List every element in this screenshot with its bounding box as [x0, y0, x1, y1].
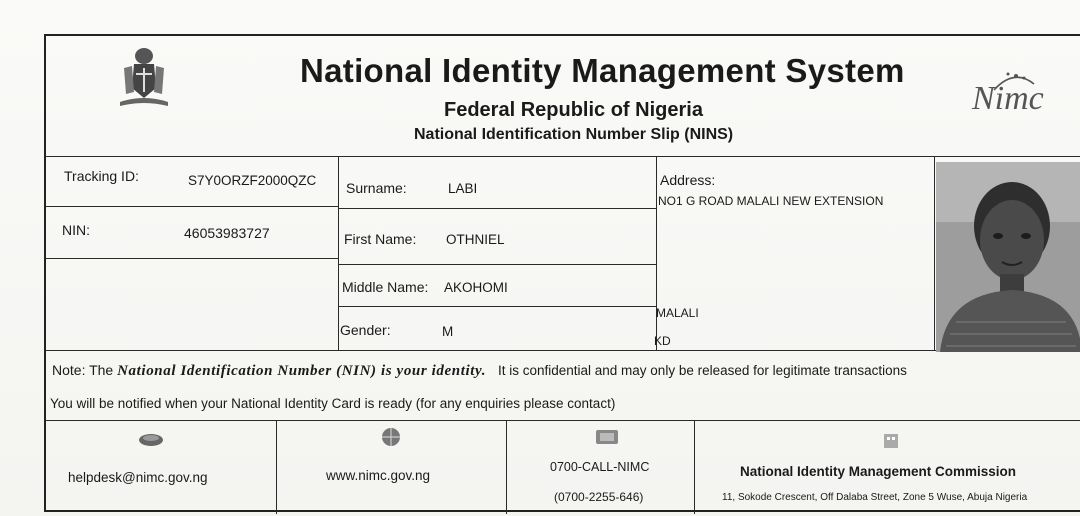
middle-name-label: Middle Name: [342, 279, 429, 295]
table-bottom-border [46, 350, 1080, 351]
note-line2: You will be notified when your National Identity Card is ready (for any enquiries please contact) [50, 396, 616, 411]
footer-divider [694, 420, 695, 514]
row-divider [338, 306, 656, 307]
surname-label: Surname: [346, 180, 407, 196]
coat-of-arms-icon [112, 42, 176, 112]
address-label: Address: [660, 172, 716, 188]
first-name-label: First Name: [344, 231, 417, 247]
website-link[interactable]: www.nimc.gov.ng [326, 468, 431, 483]
nimc-logo-text: Nimc [972, 80, 1044, 117]
tracking-id-label: Tracking ID: [64, 168, 139, 184]
address-line3: KD [654, 334, 671, 348]
row-divider [338, 208, 656, 209]
email-icon [136, 428, 166, 450]
nimc-logo [964, 62, 1064, 126]
page-title: National Identity Management System [300, 52, 905, 89]
address-line2: MALALI [656, 306, 699, 320]
building-icon [876, 428, 906, 450]
country-subtitle: Federal Republic of Nigeria [444, 99, 703, 121]
column-divider [934, 156, 935, 350]
row-divider [338, 264, 656, 265]
phone-number: (0700-2255-646) [554, 490, 644, 504]
column-divider [656, 156, 657, 350]
nin-slip [44, 34, 1080, 512]
org-address: 11, Sokode Crescent, Off Dalaba Street, Zone 5 Wuse, Abuja Nigeria [722, 492, 1028, 503]
tracking-id-value: S7Y0ORZF2000QZC [188, 173, 317, 188]
row-divider [46, 258, 338, 259]
portrait-image [936, 162, 1080, 352]
row-divider [46, 206, 338, 207]
note-suffix: It is confidential and may only be released for legitimate transactions [497, 363, 907, 378]
phone-icon [592, 426, 622, 448]
globe-icon [376, 426, 406, 448]
nin-label: NIN: [62, 222, 90, 238]
slip-subtitle: National Identification Number Slip (NINS) [414, 126, 734, 143]
note-emphasis: National Identification Number (NIN) is your identity. [117, 363, 487, 379]
gender-value: M [442, 324, 454, 339]
note-line1 [52, 362, 907, 380]
address-line1: NO1 G ROAD MALALI NEW EXTENSION [658, 194, 884, 208]
footer-divider [276, 420, 277, 514]
footer-divider [506, 420, 507, 514]
email-link[interactable]: helpdesk@nimc.gov.ng [68, 470, 208, 485]
middle-name-value: AKOHOMI [444, 280, 508, 295]
holder-photo [936, 162, 1080, 352]
column-divider [338, 156, 339, 350]
org-name: National Identity Management Commission [740, 464, 1017, 479]
phone-word: 0700-CALL-NIMC [550, 460, 650, 474]
table-top-border [46, 156, 1080, 157]
nin-value: 46053983727 [184, 225, 270, 241]
gender-label: Gender: [340, 322, 391, 338]
footer-top-border [46, 420, 1080, 421]
note-prefix: Note: The [52, 362, 114, 378]
surname-value: LABI [448, 181, 478, 196]
first-name-value: OTHNIEL [446, 232, 505, 247]
